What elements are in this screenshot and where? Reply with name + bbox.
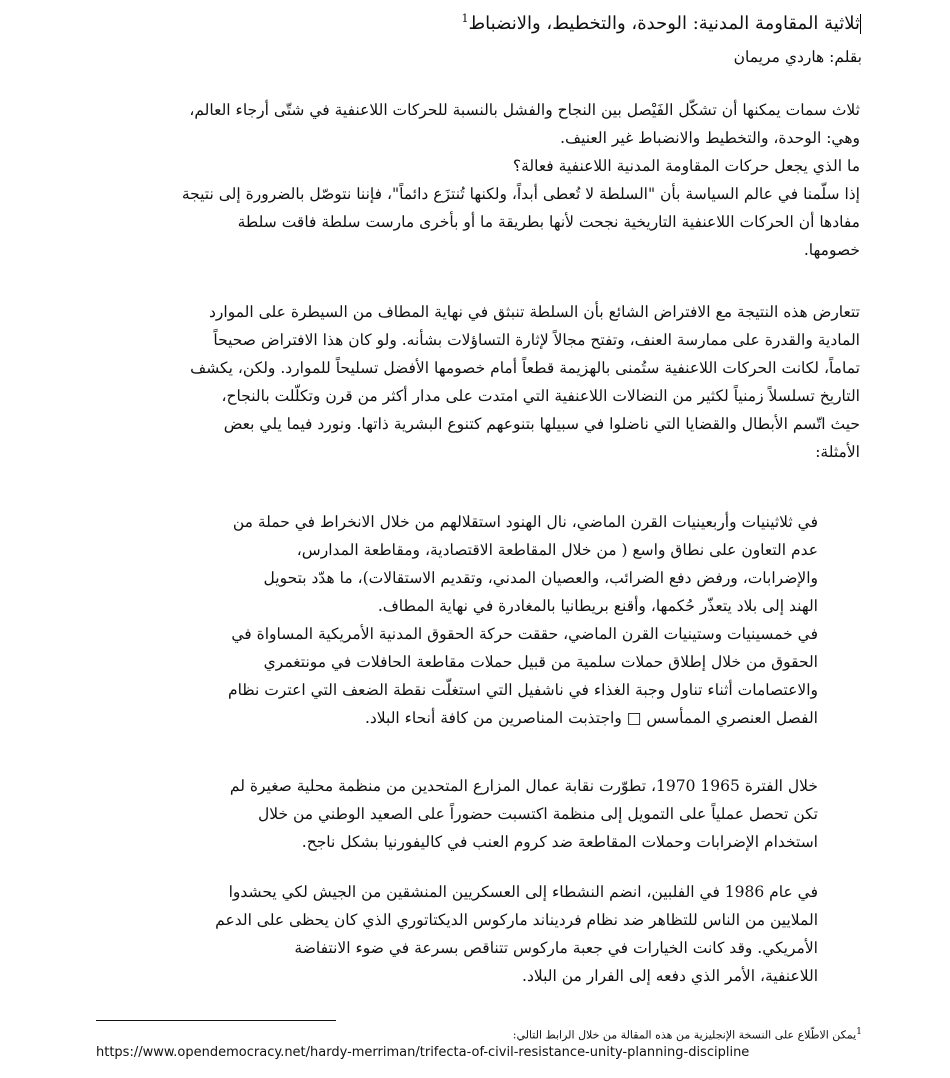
paragraph-line: المادية والقدرة على ممارسة العنف، وتفتح مجالاً لإثارة التساؤلات بشأنه. ولو كان هذا الافتراض صحيحاً — [213, 331, 860, 349]
paragraph-line: التاريخ تسلسلاً زمنياً لكثير من النضالات اللاعنفية التي امتدت على مدار أكثر من قرن وتكلّلت بالنجاح، — [221, 387, 860, 405]
paragraph-line: عدم التعاون على نطاق واسع ( من خلال المقاطعة الاقتصادية، ومقاطعة المدارس، — [296, 541, 818, 559]
paragraph-farm-workers — [138, 772, 818, 856]
paragraph-line: في ثلاثينيات وأربعينيات القرن الماضي، نال الهنود استقلالهم من خلال الانخراط في حملة من — [232, 513, 818, 531]
paragraph-line: الفصل العنصري الممأسس □ واجتذبت المناصرين من كافة أنحاء البلاد. — [364, 709, 818, 727]
title-text: ثلاثية المقاومة المدنية: الوحدة، والتخطيط، والانضباط — [468, 13, 860, 34]
paragraph-line: في خمسينيات وستينيات القرن الماضي، حققت حركة الحقوق المدنية الأمريكية المساواة في — [231, 625, 818, 643]
footnote — [513, 1024, 862, 1044]
paragraph-assumption — [94, 298, 860, 466]
paragraph-line: الحقوق من خلال إطلاق حملات سلمية من قبيل حملات مقاطعة الحافلات في مونتغمري — [263, 653, 818, 671]
paragraph-line: الهند إلى بلاد يتعذّر حُكمها، وأقنع بريطانيا بالمغادرة في نهاية المطاف. — [377, 597, 818, 615]
paragraph-line: تكن تحصل عملياً على التمويل إلى منظمة اكتسبت حضوراً على الصعيد الوطني من خلال — [257, 805, 818, 823]
footnote-text: يمكن الاطّلاع على النسخة الإنجليزية من هذه المقالة من خلال الرابط التالي: — [512, 1028, 857, 1042]
author-byline: بقلم: هاردي مريمان — [733, 48, 862, 66]
paragraph-line: اللاعنفية، الأمر الذي دفعه إلى الفرار من البلاد. — [522, 967, 818, 985]
paragraph-line: والإضرابات، ورفض دفع الضرائب، والعصيان المدني، وتقديم الاستقالات)، ما هدّد بتحويل — [263, 569, 818, 587]
paragraph-line: في عام 1986 في الفلبين، انضم النشطاء إلى العسكريين المنشقين من الجيش لكي يحشدوا — [228, 883, 818, 901]
text-cursor — [860, 14, 861, 34]
footnote-mark: 1 — [856, 1026, 862, 1037]
footnote-reference[interactable]: 1 — [461, 12, 469, 25]
paragraph-line: خلال الفترة 1965 1970، تطوّرت نقابة عمال المزارع المتحدين من منظمة محلية صغيرة لم — [229, 777, 818, 795]
footnote-separator — [96, 1020, 336, 1021]
paragraph-india-civil-rights — [138, 508, 818, 732]
paragraph-intro — [94, 96, 860, 264]
paragraph-line: خصومها. — [803, 241, 860, 259]
paragraph-line: الملايين من الناس للتظاهر ضد نظام فرديناند ماركوس الديكتاتوري الذي كان يحظى على الدعم — [215, 911, 818, 929]
paragraph-line: تماماً، لكانت الحركات اللاعنفية ستُمنى بالهزيمة قطعاً أمام خصومها الأفضل تسليحاً للموارد. ولكن، يكشف — [190, 359, 860, 377]
footnote-link[interactable]: https://www.opendemocracy.net/hardy-merriman/trifecta-of-civil-resistance-unity-planning-discipline — [96, 1045, 750, 1060]
paragraph-philippines — [138, 878, 818, 990]
paragraph-line: حيث اتّسم الأبطال والقضايا التي ناضلوا في سبيلها بتنوعهم كتنوع البشرية ذاتها. ونورد فيما يلي بعض — [223, 415, 860, 433]
paragraph-line: الأمريكي. وقد كانت الخيارات في جعبة ماركوس تتناقص بسرعة في ضوء الانتفاضة — [294, 939, 818, 957]
paragraph-line: ثلاث سمات يمكنها أن تشكّل الفَيْصل بين النجاح والفشل بالنسبة للحركات اللاعنفية في شتّى أرجاء العالم، — [189, 101, 860, 119]
paragraph-line: الأمثلة: — [815, 443, 860, 461]
paragraph-line: وهي: الوحدة، والتخطيط والانضباط غير العنيف. — [560, 129, 860, 147]
paragraph-line: إذا سلّمنا في عالم السياسة بأن "السلطة لا تُعطى أبداً، ولكنها تُنتزَع دائماً"، فإننا نتوصّل بالضرورة إلى نتيجة — [181, 185, 860, 203]
paragraph-line: مفادها أن الحركات اللاعنفية التاريخية نجحت لأنها بطريقة ما أو بأخرى مارست سلطة فاقت سلطة — [237, 213, 860, 231]
paragraph-line: تتعارض هذه النتيجة مع الافتراض الشائع بأن السلطة تنبثق في نهاية المطاف من السيطرة على الموارد — [209, 303, 860, 321]
paragraph-line: ما الذي يجعل حركات المقاومة المدنية اللاعنفية فعالة؟ — [512, 157, 860, 175]
paragraph-line: والاعتصامات أثناء تناول وجبة الغذاء في ناشفيل التي استغلّت نقطة الضعف التي اعترت نظام — [227, 681, 818, 699]
paragraph-line: استخدام الإضرابات وحملات المقاطعة ضد كروم العنب في كاليفورنيا بشكل ناجح. — [301, 833, 818, 851]
page-title — [302, 6, 862, 37]
